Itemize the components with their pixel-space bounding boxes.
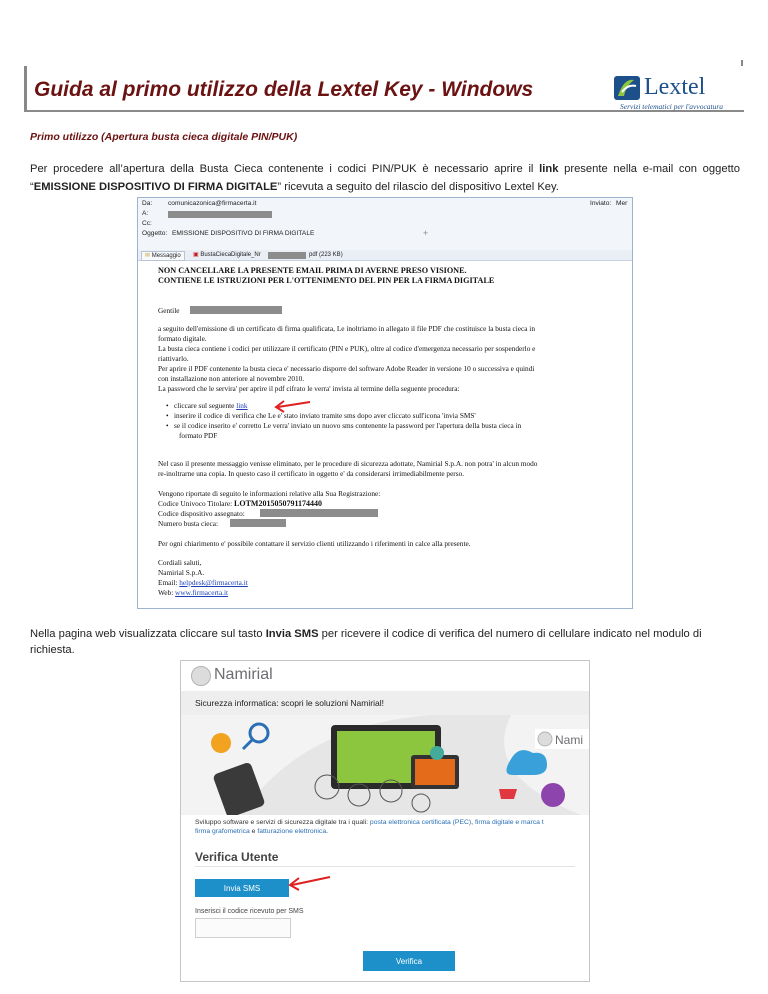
signature-1: Cordiali saluti,: [158, 558, 202, 567]
banner-text: Sicurezza informatica: scopri le soluzioni Namirial!: [195, 698, 384, 708]
email-header: [138, 198, 632, 251]
hero-logo-text: Nami: [555, 733, 584, 747]
intro-link-word: link: [539, 163, 559, 175]
attachment-bar: [138, 250, 632, 261]
step-3a: • se il codice inserito e' corretto Le verra' inviato un nuovo sms contenente la password per l'apertura della busta cieca in: [166, 421, 522, 430]
step-2: • inserire il codice di verifica che Le e' stato inviato tramite sms dopo aver cliccato sull'icona 'invia SMS': [166, 411, 476, 420]
section-title: Primo utilizzo (Apertura busta cieca digitale PIN/PUK): [30, 131, 298, 143]
logo-text: Lextel: [644, 74, 706, 100]
desc-firma-link[interactable]: firma digitale e marca t: [474, 819, 544, 826]
subject-value: EMISSIONE DISPOSITIVO DI FIRMA DIGITALE: [172, 230, 315, 237]
namirial-banner: [181, 691, 589, 715]
instruction-button-word: Invia SMS: [265, 628, 319, 640]
red-arrow-icon-2: [286, 874, 332, 892]
step-3b: formato PDF: [179, 431, 218, 440]
to-redacted: [168, 211, 272, 218]
hero-logo-icon: [538, 732, 552, 746]
intro-text-b: presente nella e-mail con oggetto “: [30, 163, 741, 193]
intro-text-a: Per procedere all’apertura della Busta Cieca contenente i codici PIN/PUK è necessario aprire il: [30, 163, 540, 175]
red-arrow-icon: [272, 398, 312, 414]
attachment-prefix: BustaCiecaDigitale_Nr: [200, 252, 261, 258]
reg-code-label: Codice Univoco Titolare:: [158, 499, 235, 508]
body-4: La password che le servira' per aprire il pdf cifrato le verra' invista al termine della seguente procedura:: [158, 384, 460, 393]
instruction-text-a: Nella pagina web visualizzata cliccare sul tasto: [30, 628, 266, 640]
signature-web: [158, 588, 228, 598]
sent-value: Mer: [616, 200, 628, 207]
greeting: Gentile: [158, 306, 180, 315]
invia-sms-button[interactable]: Invia SMS: [195, 879, 289, 897]
registration-code: [158, 499, 322, 509]
warning-line-2: CONTIENE LE ISTRUZIONI PER L'OTTENIMENTO DEL PIN PER LA FIRMA DIGITALE: [158, 276, 495, 285]
hero-illustration: [181, 715, 589, 815]
from-label: Da:: [142, 200, 153, 207]
envelope-redacted: [230, 519, 286, 527]
subject-label: Oggetto:: [142, 230, 168, 237]
pdf-icon: ▣: [193, 252, 199, 258]
header-corner-tick: [741, 60, 743, 66]
attachment-file[interactable]: [190, 251, 264, 259]
desc-text-b: ,: [471, 819, 475, 826]
message-tab[interactable]: [141, 251, 185, 261]
sms-code-input[interactable]: [195, 918, 291, 938]
from-value: comunicazonica@firmacerta.it: [168, 200, 257, 207]
sms-code-label: Inserisci il codice ricevuto per SMS: [195, 908, 304, 915]
to-label: A:: [142, 210, 149, 217]
step-1-text: cliccare sul seguente: [174, 401, 237, 410]
bulb-icon: [211, 733, 231, 753]
people-icon: [430, 746, 444, 760]
page-title: Guida al primo utilizzo della Lextel Key - Windows: [34, 78, 534, 101]
device-redacted: [260, 509, 378, 517]
registration-envelope: Numero busta cieca:: [158, 519, 218, 528]
namirial-screenshot: [180, 660, 590, 982]
desc-text-a: Sviluppo software e servizi di sicurezza digitale tra i quali:: [195, 819, 370, 826]
intro-subject: EMISSIONE DISPOSITIVO DI FIRMA DIGITALE: [33, 181, 278, 193]
sent-label: Inviato:: [590, 200, 612, 207]
cc-label: Cc:: [142, 220, 152, 227]
name-redacted: [190, 306, 282, 314]
header-left-bar: [24, 66, 27, 110]
sig-web-label: Web:: [158, 588, 176, 597]
email-screenshot: [137, 197, 633, 609]
attachment-redacted: [268, 252, 306, 259]
registration-device: Codice dispositivo assegnato:: [158, 509, 245, 518]
registration-intro: Vengono riportate di seguito le informazioni relative alla Sua Registrazione:: [158, 489, 381, 498]
desc-grafo-link[interactable]: firma grafometrica: [195, 828, 250, 835]
sig-email-link[interactable]: helpdesk@firmacerta.it: [179, 578, 248, 587]
gear-icon: [541, 783, 565, 807]
contact-line: Per ogni chiarimento e' possibile contattare il servizio clienti utilizzando i riferimenti in calce alla presente.: [158, 539, 471, 548]
warning-line-1: NON CANCELLARE LA PRESENTE EMAIL PRIMA DI AVERNE PRESO VISIONE.: [158, 266, 467, 275]
verifica-button[interactable]: Verifica: [363, 951, 455, 971]
step-1: • cliccare sul seguente link: [166, 401, 248, 410]
body-3b: con installazione non anteriore al novembre 2010.: [158, 374, 305, 383]
message-tab-label: Messaggio: [151, 253, 181, 259]
instruction-paragraph: [30, 626, 740, 658]
namirial-logo: Namirial: [214, 666, 273, 683]
body-2a: La busta cieca contiene i codici per utilizzare il certificato (PIN e PUK), oltre al codice d'emergenza necessario per sospenderlo e: [158, 344, 536, 353]
desc-fatt-link[interactable]: fatturazione elettronica: [257, 828, 327, 835]
step-2-text: inserire il codice di verifica che Le e' stato inviato tramite sms dopo aver cliccato sull'icona 'invia SMS': [174, 411, 476, 420]
signature-2: Namirial S.p.A.: [158, 568, 205, 577]
verifica-utente-title: Verifica Utente: [195, 850, 279, 864]
namirial-description: [195, 818, 585, 836]
desc-text-d: e: [249, 828, 258, 835]
namirial-logo-icon: [191, 666, 211, 686]
plus-icon: +: [423, 228, 429, 238]
envelope-icon: ✉: [145, 253, 151, 259]
attachment-suffix: pdf (223 KB): [309, 252, 343, 258]
sig-web-link[interactable]: www.firmacerta.it: [175, 588, 229, 597]
body-5a: Nel caso il presente messaggio venisse eliminato, per le procedure di sicurezza adottate, Namirial S.p.A. non potra' in alcun modo: [158, 459, 538, 468]
intro-paragraph: [30, 160, 740, 196]
body-5b: re-inoltrarne una copia. In questo caso il certificato in oggetto e' da considerarsi irrimediabilmente perso.: [158, 469, 465, 478]
signature-email: [158, 578, 248, 588]
instruction-text-b: per ricevere il codice di verifica del numero di cellulare indicato nel modulo di richiesta.: [30, 628, 702, 656]
step-1-link[interactable]: link: [236, 401, 248, 410]
body-1a: a seguito dell'emissione di un certificato di firma qualificata, Le inoltriamo in allegato il file PDF che costituisce la busta cieca in: [158, 324, 535, 333]
logo-tagline: Servizi telematici per l'avvocatura: [620, 102, 724, 111]
desc-text-e: .: [326, 828, 328, 835]
desc-pec-link[interactable]: posta elettronica certificata (PEC): [369, 819, 472, 826]
intro-text-c: ” ricevuta a seguito del rilascio del dispositivo Lextel Key.: [277, 181, 559, 193]
namirial-hero-image: [181, 715, 589, 815]
cart-icon: [499, 789, 517, 799]
body-2b: riattivarlo.: [158, 354, 189, 363]
namirial-topbar: [181, 661, 589, 691]
step-3a-text: se il codice inserito e' corretto Le verra' inviato un nuovo sms contenente la password per l'apertura della busta cieca in: [174, 421, 522, 430]
body-3a: Per aprire il PDF contenente la busta cieca e' necessario disporre del software Adobe Reader in versione 10 o successiva e quindi: [158, 364, 535, 373]
reg-code-value: LOTM2015050791174440: [234, 499, 323, 508]
sig-email-label: Email:: [158, 578, 180, 587]
verifica-separator: [195, 866, 575, 867]
body-1b: formato digitale.: [158, 334, 207, 343]
